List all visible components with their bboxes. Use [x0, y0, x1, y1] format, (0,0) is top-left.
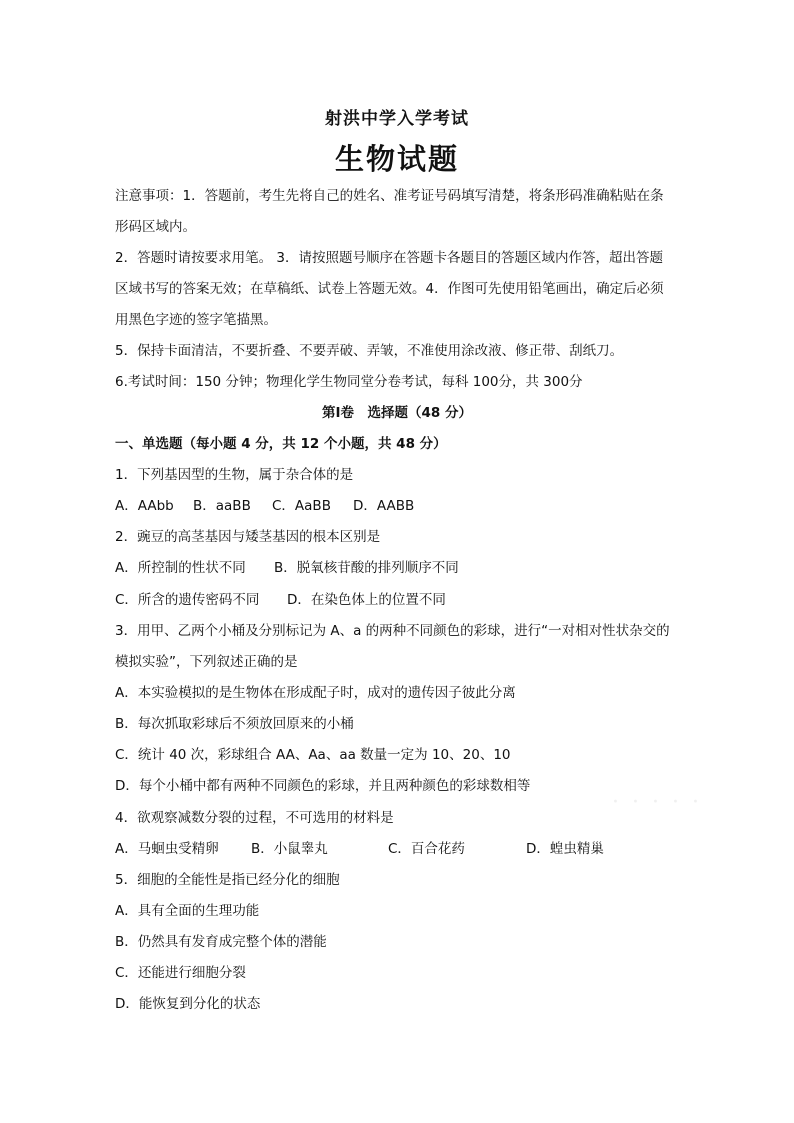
notes-line-6: 5．保持卡面清洁，不要折叠、不要弄破、弄皱，不准使用涂改液、修正带、刮纸刀。 — [115, 343, 624, 359]
faint-watermark: · · · · · — [612, 790, 702, 815]
question-2-options-row-2 — [115, 590, 690, 610]
notes-line-7: 6.考试时间：150 分钟；物理化学生物同堂分卷考试，每科 100分，共 300分 — [115, 374, 583, 390]
question-2-option-b: B．脱氧核苷酸的排列顺序不同 — [274, 560, 459, 576]
question-1-option-c: C．AaBB — [272, 498, 331, 514]
question-3-option-b: B．每次抓取彩球后不须放回原来的小桶 — [115, 716, 354, 732]
notes-line-3: 2．答题时请按要求用笔。 3．请按照题号顺序在答题卡各题目的答题区域内作答，超出答题 — [115, 250, 663, 266]
question-4-option-d: D．蝗虫精巢 — [526, 841, 604, 857]
exam-title: 生物试题 — [334, 142, 459, 176]
question-2-option-c: C．所含的遗传密码不同 — [115, 592, 260, 608]
notes-line-5: 用黑色字迹的签字笔描黑。 — [115, 312, 277, 328]
question-2-option-a: A．所控制的性状不同 — [115, 560, 246, 576]
question-5-option-d: D．能恢复到分化的状态 — [115, 996, 261, 1012]
notes-line-4: 区域书写的答案无效；在草稿纸、试卷上答题无效。4．作图可先使用铅笔画出，确定后必须 — [115, 281, 664, 297]
question-4-options — [115, 839, 690, 859]
question-5-stem: 5．细胞的全能性是指已经分化的细胞 — [115, 872, 340, 888]
part-heading: 一、单选题（每小题 4 分，共 12 个小题，共 48 分） — [115, 436, 447, 452]
question-1-option-b: B．aaBB — [193, 498, 251, 514]
question-1-stem: 1．下列基因型的生物，属于杂合体的是 — [115, 467, 354, 483]
question-5-option-b: B．仍然具有发育成完整个体的潜能 — [115, 934, 327, 950]
question-4-option-b: B．小鼠睾丸 — [251, 841, 328, 857]
question-3-option-c: C．统计 40 次，彩球组合 AA、Aa、aa 数量一定为 10、20、10 — [115, 747, 511, 763]
question-2-options-row-1 — [115, 558, 690, 578]
question-4-stem: 4．欲观察减数分裂的过程，不可选用的材料是 — [115, 810, 394, 826]
section-title: 第Ⅰ卷 选择题（48 分） — [321, 405, 472, 421]
notes-line-2: 形码区域内。 — [115, 219, 196, 235]
question-4-option-a: A．马蛔虫受精卵 — [115, 841, 219, 857]
question-4-option-c: C．百合花药 — [388, 841, 465, 857]
question-1-option-a: A．AAbb — [115, 498, 174, 514]
question-1-options — [115, 496, 690, 516]
question-3-stem: 3．用甲、乙两个小桶及分别标记为 A、a 的两种不同颜色的彩球，进行“一对相对性状杂交的 — [115, 623, 670, 639]
question-1-option-d: D．AABB — [353, 498, 415, 514]
question-5-option-c: C．还能进行细胞分裂 — [115, 965, 246, 981]
question-2-stem: 2．豌豆的高茎基因与矮茎基因的根本区别是 — [115, 529, 381, 545]
question-3-option-d: D．每个小桶中都有两种不同颜色的彩球，并且两种颜色的彩球数相等 — [115, 778, 531, 794]
question-2-option-d: D．在染色体上的位置不同 — [287, 592, 446, 608]
question-5-option-a: A．具有全面的生理功能 — [115, 903, 260, 919]
school-name: 射洪中学入学考试 — [325, 109, 469, 129]
notes-line-1: 注意事项：1．答题前，考生先将自己的姓名、准考证号码填写清楚，将条形码准确粘贴在条 — [115, 188, 664, 204]
question-3-stem-continued: 模拟实验”，下列叙述正确的是 — [115, 654, 298, 670]
question-3-option-a: A．本实验模拟的是生物体在形成配子时，成对的遗传因子彼此分离 — [115, 685, 516, 701]
